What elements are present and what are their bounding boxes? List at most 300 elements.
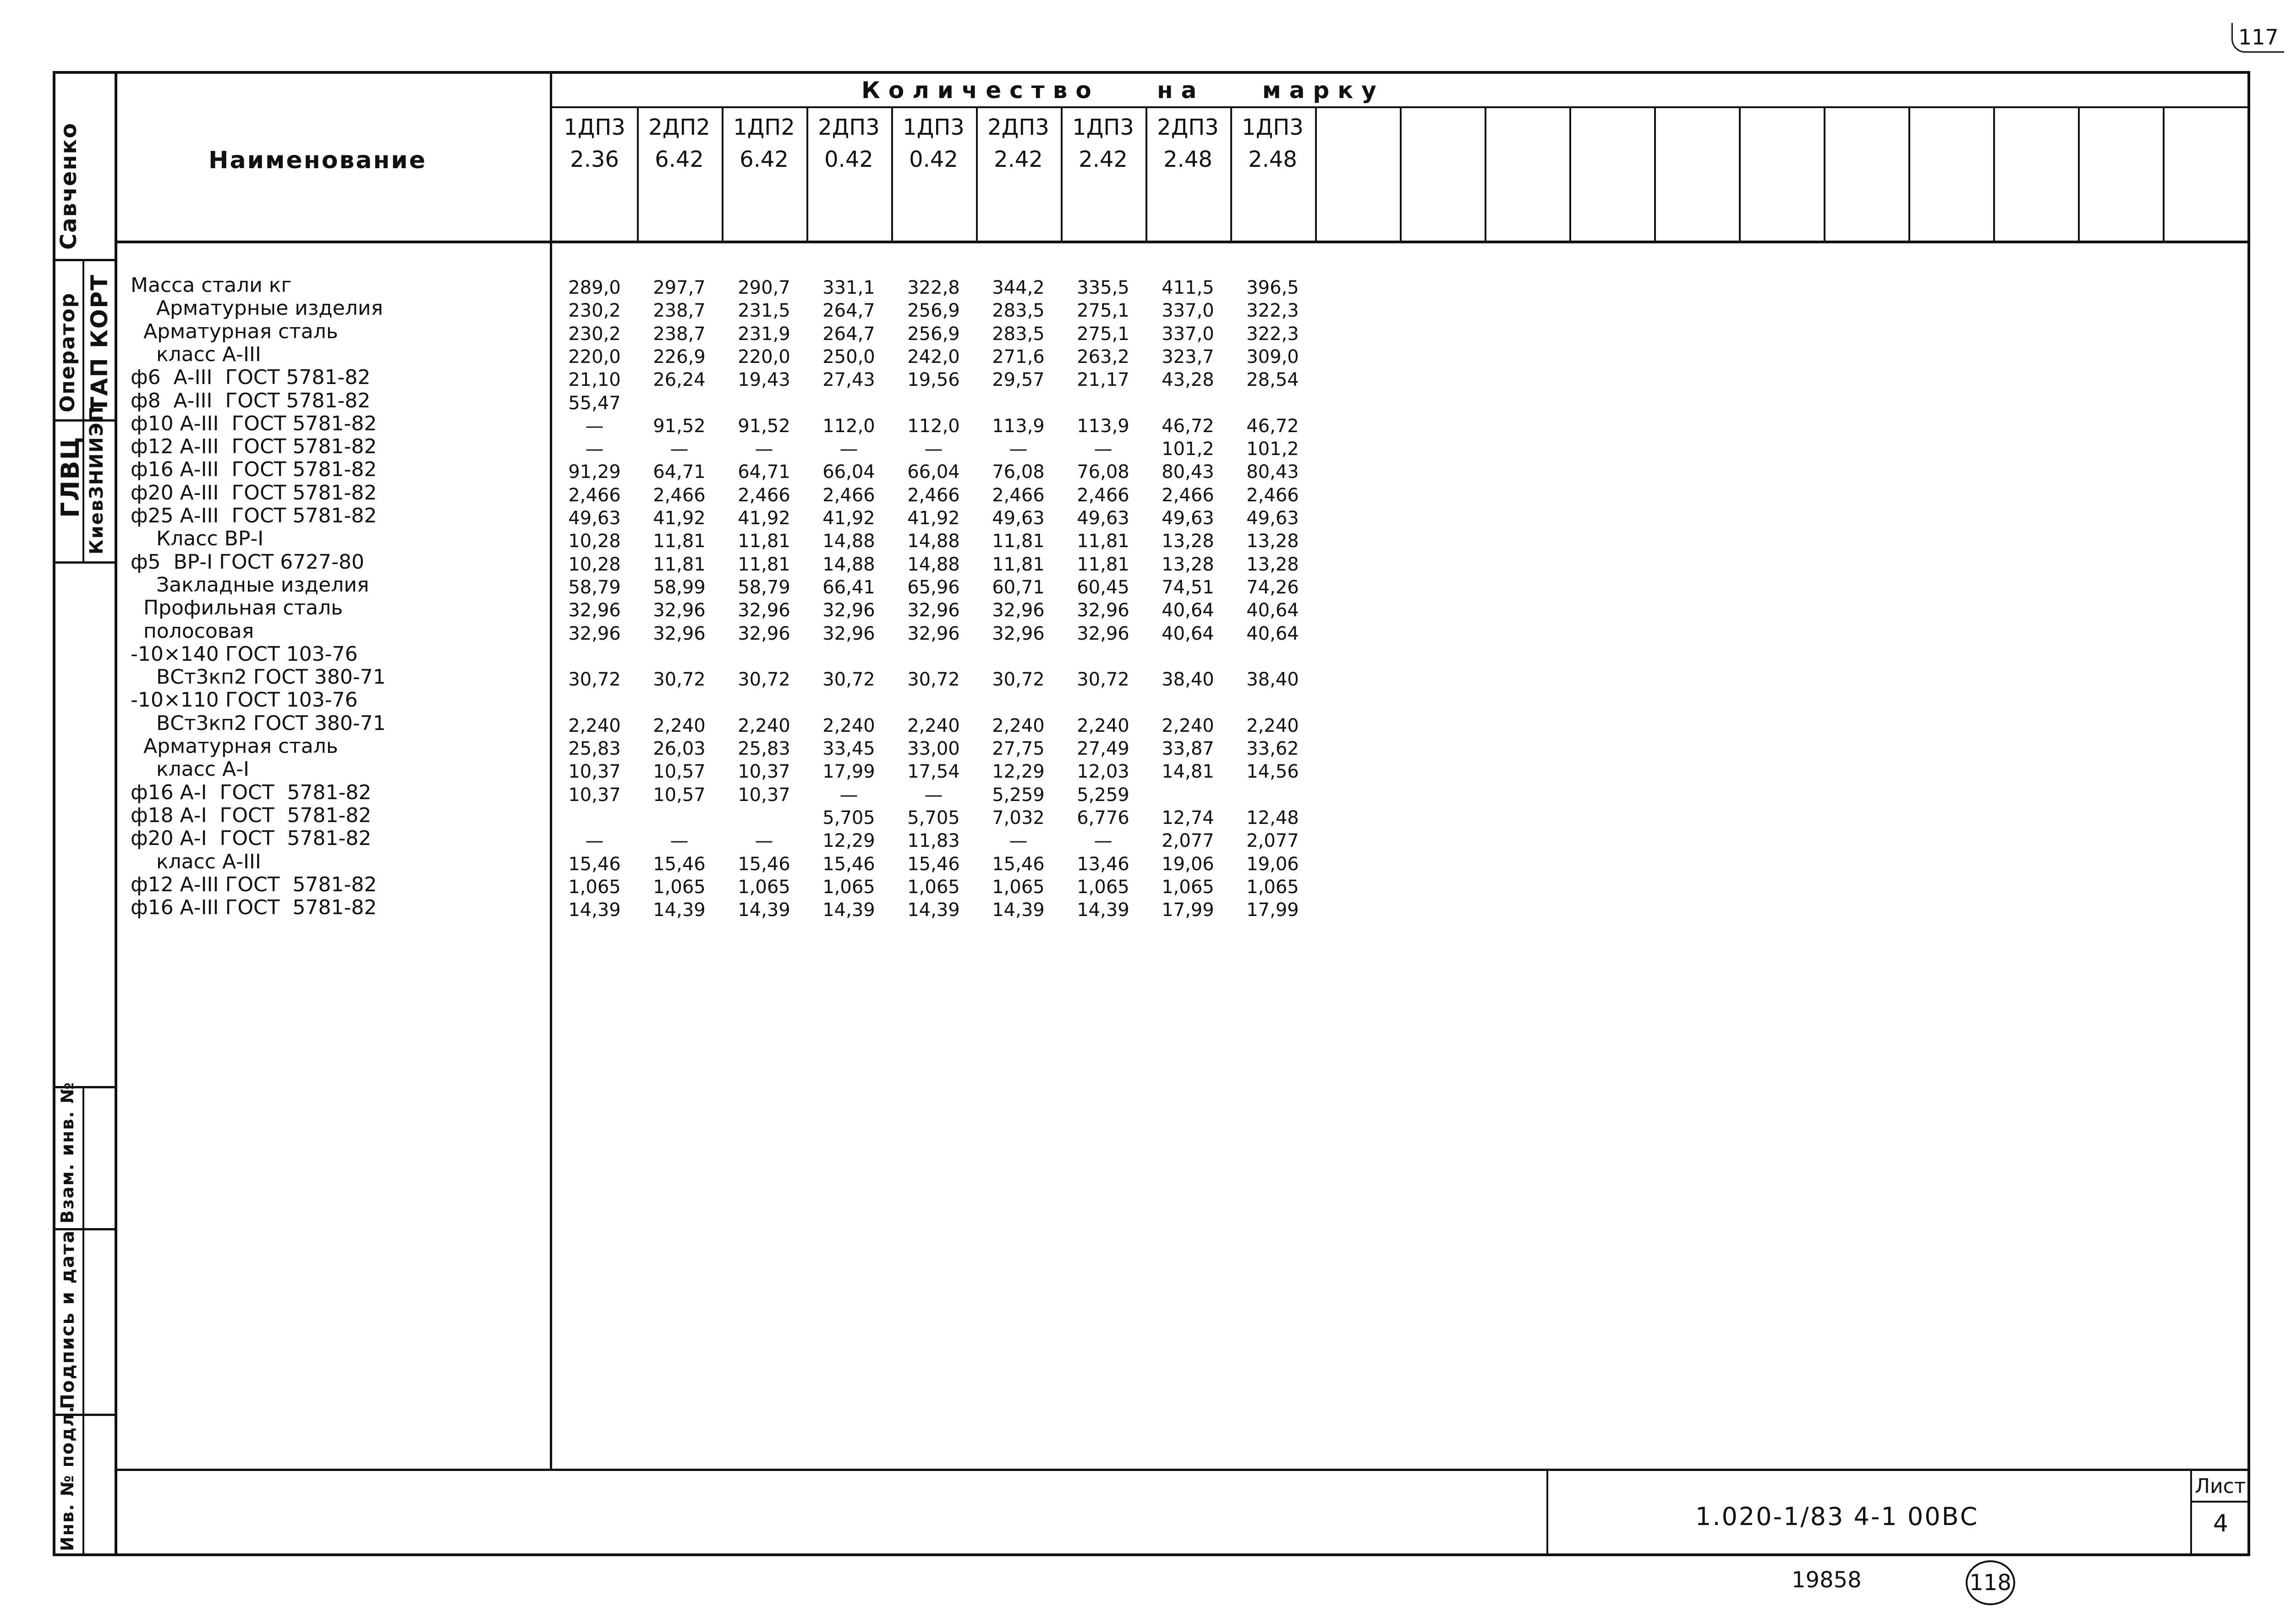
table-cell: 2,240 — [738, 715, 790, 736]
table-cell: 322,8 — [907, 277, 960, 298]
table-cell: 309,0 — [1246, 346, 1299, 368]
table-cell: 49,63 — [1162, 508, 1214, 529]
table-cell: 14,39 — [992, 900, 1045, 921]
row-label: ф16 А-III ГОСТ 5781-82 — [131, 458, 377, 482]
table-cell: 32,96 — [992, 600, 1045, 621]
header-bottom-rule — [115, 241, 2250, 243]
sidebar-org2: КиевЗНИИЭП — [86, 406, 107, 554]
table-cell: 101,2 — [1246, 439, 1299, 460]
table-cell: 13,28 — [1162, 531, 1214, 552]
row-label: полосовая — [131, 619, 254, 643]
table-cell: 1,065 — [992, 876, 1045, 898]
table-cell: 27,49 — [1077, 738, 1129, 759]
row-label: ВСт3кп2 ГОСТ 380-71 — [131, 711, 386, 735]
row-label: ф12 А-III ГОСТ 5781-82 — [131, 435, 377, 459]
sheet-label: Лист — [2195, 1475, 2246, 1498]
row-label: ф8 А-III ГОСТ 5781-82 — [131, 389, 371, 412]
table-cell: — — [670, 439, 689, 460]
row-label: класс А-III — [131, 850, 261, 873]
table-cell: 38,40 — [1162, 669, 1214, 691]
sheet-number: 4 — [2213, 1510, 2229, 1537]
table-cell: 66,04 — [907, 461, 960, 483]
table-cell: 30,72 — [907, 669, 960, 691]
brand-code: 1ДП3 — [1072, 115, 1134, 140]
table-cell: 41,92 — [738, 508, 790, 529]
table-cell: 32,96 — [1077, 600, 1129, 621]
table-cell: 411,5 — [1162, 277, 1214, 298]
table-cell: 76,08 — [1077, 461, 1129, 483]
corner-page-mark: 117 — [2231, 23, 2284, 53]
table-cell: 58,79 — [738, 576, 790, 598]
table-cell: 323,7 — [1162, 346, 1214, 368]
table-cell: 33,00 — [907, 738, 960, 759]
row-label: ф20 А-III ГОСТ 5781-82 — [131, 481, 377, 505]
frame-top — [53, 71, 2250, 74]
row-label: Арматурная сталь — [131, 319, 338, 343]
row-label: -10×140 ГОСТ 103-76 — [131, 642, 358, 666]
table-cell: 12,29 — [992, 761, 1045, 783]
table-cell: 2,240 — [907, 715, 960, 736]
table-cell: 11,81 — [738, 554, 790, 575]
table-cell: 238,7 — [653, 323, 706, 345]
sidebar-author: Савченко — [56, 122, 82, 250]
table-cell: 337,0 — [1162, 300, 1214, 322]
table-cell: 2,466 — [1077, 484, 1129, 506]
table-cell: 12,29 — [822, 830, 875, 852]
table-cell: 250,0 — [822, 346, 875, 368]
table-cell: 331,1 — [822, 277, 875, 298]
brand-column-rule — [2078, 108, 2080, 241]
sidebar-split-1 — [82, 259, 84, 564]
row-label: ф16 А-III ГОСТ 5781-82 — [131, 896, 377, 920]
table-cell: 25,83 — [568, 738, 621, 759]
brand-column-rule — [1824, 108, 1825, 241]
brand-subcode: 2.48 — [1163, 147, 1212, 172]
table-cell: 17,54 — [907, 761, 960, 783]
table-cell: — — [585, 439, 604, 460]
table-cell: 14,88 — [822, 554, 875, 575]
table-cell: 26,24 — [653, 369, 706, 391]
brand-subcode: 0.42 — [824, 147, 873, 172]
table-cell: 322,3 — [1246, 323, 1299, 345]
table-cell: 14,39 — [568, 900, 621, 921]
sidebar-tap: ТАП КОРТ — [86, 274, 113, 412]
table-cell: 32,96 — [907, 623, 960, 644]
table-cell: 32,96 — [653, 600, 706, 621]
table-cell: 19,43 — [738, 369, 790, 391]
table-cell: 14,39 — [738, 900, 790, 921]
table-cell: 14,39 — [907, 900, 960, 921]
table-cell: 220,0 — [738, 346, 790, 368]
table-cell: 256,9 — [907, 323, 960, 345]
table-cell: 12,48 — [1246, 807, 1299, 828]
table-cell: 12,03 — [1077, 761, 1129, 783]
table-cell: 28,54 — [1246, 369, 1299, 391]
table-cell: 5,705 — [907, 807, 960, 828]
brand-code: 2ДП2 — [648, 115, 710, 140]
brand-subcode: 0.42 — [909, 147, 958, 172]
table-cell: 112,0 — [907, 415, 960, 437]
brand-code: 2ДП3 — [1157, 115, 1219, 140]
table-cell: 289,0 — [568, 277, 621, 298]
frame-bottom — [53, 1553, 2250, 1556]
table-cell: 101,2 — [1162, 439, 1214, 460]
table-cell: — — [1094, 439, 1113, 460]
table-cell: 27,43 — [822, 369, 875, 391]
table-cell: 230,2 — [568, 323, 621, 345]
table-cell: 226,9 — [653, 346, 706, 368]
row-label: ф25 А-III ГОСТ 5781-82 — [131, 504, 377, 527]
table-cell: 32,96 — [1077, 623, 1129, 644]
table-cell: 30,72 — [1077, 669, 1129, 691]
brand-column-rule — [1654, 108, 1656, 241]
row-label: Класс ВР-I — [131, 527, 264, 551]
row-label: ф6 А-III ГОСТ 5781-82 — [131, 366, 371, 390]
table-cell: 25,83 — [738, 738, 790, 759]
table-cell: 231,5 — [738, 300, 790, 322]
table-cell: 91,52 — [738, 415, 790, 437]
row-label: ф12 А-III ГОСТ 5781-82 — [131, 872, 377, 896]
table-cell: 10,37 — [738, 784, 790, 806]
table-cell: 91,29 — [568, 461, 621, 483]
frame-inner-left — [115, 71, 117, 1556]
table-cell: 335,5 — [1077, 277, 1129, 298]
table-cell: 13,28 — [1162, 554, 1214, 575]
table-cell: 58,99 — [653, 576, 706, 598]
row-label: -10×110 ГОСТ 103-76 — [131, 688, 358, 712]
page-number-circle: 118 — [1966, 1560, 2015, 1605]
row-label: ВСт3кп2 ГОСТ 380-71 — [131, 665, 386, 689]
table-cell: 32,96 — [822, 600, 875, 621]
table-cell: 13,28 — [1246, 554, 1299, 575]
table-cell: 396,5 — [1246, 277, 1299, 298]
table-cell: 2,466 — [653, 484, 706, 506]
table-cell: 80,43 — [1162, 461, 1214, 483]
table-cell: 10,28 — [568, 554, 621, 575]
frame-right — [2247, 71, 2250, 1556]
table-cell: 11,81 — [992, 554, 1045, 575]
table-cell: 14,56 — [1246, 761, 1299, 783]
sidebar-inv-no: Инв. № подл. — [57, 1405, 77, 1551]
table-cell: 1,065 — [907, 876, 960, 898]
table-cell: 112,0 — [822, 415, 875, 437]
sidebar-rule-1 — [53, 259, 117, 261]
table-cell: 15,46 — [992, 853, 1045, 875]
table-cell: 1,065 — [822, 876, 875, 898]
brand-code: 1ДП2 — [733, 115, 795, 140]
table-cell: 32,96 — [738, 623, 790, 644]
table-cell: 15,46 — [653, 853, 706, 875]
table-cell: 40,64 — [1246, 600, 1299, 621]
table-cell: 21,17 — [1077, 369, 1129, 391]
table-cell: 30,72 — [822, 669, 875, 691]
table-cell: 1,065 — [653, 876, 706, 898]
table-cell: 32,96 — [992, 623, 1045, 644]
table-cell: 30,72 — [653, 669, 706, 691]
row-label: ф20 А-I ГОСТ 5781-82 — [131, 827, 372, 850]
table-cell: 14,88 — [822, 531, 875, 552]
table-cell: 30,72 — [568, 669, 621, 691]
table-cell: 1,065 — [738, 876, 790, 898]
table-cell: 19,06 — [1246, 853, 1299, 875]
table-cell: 2,466 — [907, 484, 960, 506]
row-label: Арматурные изделия — [131, 296, 383, 320]
table-cell: 27,75 — [992, 738, 1045, 759]
table-cell: 1,065 — [1246, 876, 1299, 898]
table-cell: 2,240 — [653, 715, 706, 736]
table-cell: 91,52 — [653, 415, 706, 437]
table-cell: 66,41 — [822, 576, 875, 598]
table-cell: 242,0 — [907, 346, 960, 368]
brand-column-rule — [2163, 108, 2165, 241]
table-cell: 32,96 — [907, 600, 960, 621]
table-cell: — — [839, 784, 858, 806]
table-cell: 263,2 — [1077, 346, 1129, 368]
titleblock-split — [1546, 1471, 1548, 1556]
table-cell: 10,57 — [653, 761, 706, 783]
table-cell: 46,72 — [1246, 415, 1299, 437]
table-cell: 43,28 — [1162, 369, 1214, 391]
sidebar-org1: ГЛВЦ — [56, 436, 85, 518]
table-cell: 49,63 — [1246, 508, 1299, 529]
brand-subcode: 2.36 — [570, 147, 619, 172]
table-cell: 17,99 — [822, 761, 875, 783]
table-cell: 14,39 — [822, 900, 875, 921]
table-cell: 64,71 — [738, 461, 790, 483]
row-label: ф5 ВР-I ГОСТ 6727-80 — [131, 550, 365, 574]
table-cell: — — [1009, 439, 1028, 460]
titleblock-sheet-rule — [2190, 1501, 2250, 1503]
table-cell: — — [755, 439, 773, 460]
table-cell: 60,45 — [1077, 576, 1129, 598]
table-cell: 14,39 — [1077, 900, 1129, 921]
table-cell: 32,96 — [653, 623, 706, 644]
table-cell: 2,466 — [992, 484, 1045, 506]
brand-column-rule — [1485, 108, 1486, 241]
row-label: ф16 А-I ГОСТ 5781-82 — [131, 780, 372, 804]
table-cell: 32,96 — [568, 623, 621, 644]
table-cell: 13,28 — [1246, 531, 1299, 552]
brand-code: 1ДП3 — [903, 115, 965, 140]
brand-code: 1ДП3 — [1242, 115, 1304, 140]
table-cell: 10,37 — [568, 784, 621, 806]
table-cell: 322,3 — [1246, 300, 1299, 322]
table-cell: 11,81 — [738, 531, 790, 552]
table-cell: 10,28 — [568, 531, 621, 552]
table-cell: 2,466 — [738, 484, 790, 506]
brand-subcode: 2.42 — [994, 147, 1043, 172]
table-cell: 14,39 — [653, 900, 706, 921]
table-cell: — — [1094, 830, 1113, 852]
row-label: Арматурная сталь — [131, 735, 338, 758]
table-cell: 231,9 — [738, 323, 790, 345]
row-label: Профильная сталь — [131, 596, 343, 620]
table-cell: 2,240 — [1162, 715, 1214, 736]
table-cell: 337,0 — [1162, 323, 1214, 345]
titleblock-sheet-split — [2190, 1471, 2192, 1556]
table-cell: 41,92 — [907, 508, 960, 529]
table-cell: 19,06 — [1162, 853, 1214, 875]
table-cell: 40,64 — [1246, 623, 1299, 644]
table-cell: 17,99 — [1246, 900, 1299, 921]
table-cell: 41,92 — [822, 508, 875, 529]
titleblock-top-rule — [115, 1469, 2250, 1471]
table-cell: 40,64 — [1162, 600, 1214, 621]
table-cell: — — [839, 439, 858, 460]
brand-subcode: 6.42 — [740, 147, 789, 172]
table-cell: 40,64 — [1162, 623, 1214, 644]
table-cell: — — [585, 415, 604, 437]
table-cell: 49,63 — [568, 508, 621, 529]
table-cell: 19,56 — [907, 369, 960, 391]
row-label: ф18 А-I ГОСТ 5781-82 — [131, 803, 372, 827]
table-cell: 1,065 — [1077, 876, 1129, 898]
table-cell: 11,83 — [907, 830, 960, 852]
table-cell: 15,46 — [568, 853, 621, 875]
table-cell: 5,259 — [1077, 784, 1129, 806]
table-cell: 58,79 — [568, 576, 621, 598]
brand-column-rule — [1569, 108, 1571, 241]
table-cell: 60,71 — [992, 576, 1045, 598]
table-cell: 271,6 — [992, 346, 1045, 368]
table-cell: 290,7 — [738, 277, 790, 298]
table-cell: 297,7 — [653, 277, 706, 298]
table-cell: 46,72 — [1162, 415, 1214, 437]
table-cell: 15,46 — [738, 853, 790, 875]
table-cell: 11,81 — [653, 554, 706, 575]
table-cell: — — [924, 784, 943, 806]
table-cell: 11,81 — [1077, 531, 1129, 552]
table-cell: 12,74 — [1162, 807, 1214, 828]
table-cell: 33,45 — [822, 738, 875, 759]
brand-column-rule — [1908, 108, 1910, 241]
table-cell: 2,240 — [568, 715, 621, 736]
table-cell: 10,57 — [653, 784, 706, 806]
row-label: класс А-I — [131, 757, 249, 781]
table-cell: 2,466 — [822, 484, 875, 506]
table-cell: 1,065 — [568, 876, 621, 898]
table-cell: 30,72 — [992, 669, 1045, 691]
table-cell: 283,5 — [992, 323, 1045, 345]
table-cell: — — [1009, 830, 1028, 852]
table-cell: 32,96 — [822, 623, 875, 644]
table-cell: 38,40 — [1246, 669, 1299, 691]
row-label: Закладные изделия — [131, 573, 369, 597]
sidebar-rule-3 — [53, 561, 117, 564]
table-cell: 5,705 — [822, 807, 875, 828]
table-cell: 2,240 — [992, 715, 1045, 736]
table-cell: 256,9 — [907, 300, 960, 322]
table-cell: 66,04 — [822, 461, 875, 483]
table-cell: 2,240 — [1246, 715, 1299, 736]
table-cell: 74,26 — [1246, 576, 1299, 598]
table-cell: 10,37 — [738, 761, 790, 783]
table-cell: 113,9 — [992, 415, 1045, 437]
brand-code: 1ДП3 — [564, 115, 625, 140]
row-label: класс А-III — [131, 342, 261, 366]
table-cell: 26,03 — [653, 738, 706, 759]
table-cell: 344,2 — [992, 277, 1045, 298]
table-cell: 264,7 — [822, 300, 875, 322]
table-cell: 49,63 — [992, 508, 1045, 529]
row-label: ф10 А-III ГОСТ 5781-82 — [131, 411, 377, 435]
table-cell: 2,466 — [1162, 484, 1214, 506]
table-cell: 15,46 — [822, 853, 875, 875]
table-cell: 11,81 — [1077, 554, 1129, 575]
table-cell: 264,7 — [822, 323, 875, 345]
brand-subcode: 2.48 — [1248, 147, 1297, 172]
table-cell: 230,2 — [568, 300, 621, 322]
table-cell: 1,065 — [1162, 876, 1214, 898]
table-cell: 275,1 — [1077, 323, 1129, 345]
table-cell: 13,46 — [1077, 853, 1129, 875]
table-cell: 33,62 — [1246, 738, 1299, 759]
column-header-quantity: Количество на марку — [861, 77, 1385, 104]
table-cell: 2,466 — [568, 484, 621, 506]
sidebar-replace: Взам. инв. № — [57, 1081, 77, 1223]
table-cell: 64,71 — [653, 461, 706, 483]
archive-number: 19858 — [1792, 1567, 1862, 1593]
table-cell: 17,99 — [1162, 900, 1214, 921]
table-cell: 32,96 — [568, 600, 621, 621]
table-cell: 275,1 — [1077, 300, 1129, 322]
brand-column-rule — [1400, 108, 1402, 241]
table-cell: 49,63 — [1077, 508, 1129, 529]
table-cell: 74,51 — [1162, 576, 1214, 598]
table-cell: 55,47 — [568, 392, 621, 414]
table-cell: 32,96 — [738, 600, 790, 621]
sidebar-sign-date: Подпись и дата — [57, 1229, 78, 1409]
table-cell: 238,7 — [653, 300, 706, 322]
table-cell: 14,88 — [907, 554, 960, 575]
table-cell: 2,240 — [822, 715, 875, 736]
table-cell: 220,0 — [568, 346, 621, 368]
brand-subcode: 6.42 — [655, 147, 704, 172]
table-cell: 76,08 — [992, 461, 1045, 483]
table-cell: 11,81 — [992, 531, 1045, 552]
column-header-name: Наименование — [208, 147, 427, 174]
table-cell: 7,032 — [992, 807, 1045, 828]
sidebar-operator: Оператор — [56, 292, 79, 412]
table-cell: 11,81 — [653, 531, 706, 552]
table-cell: — — [670, 830, 689, 852]
table-cell: 113,9 — [1077, 415, 1129, 437]
table-cell: 10,37 — [568, 761, 621, 783]
table-cell: — — [585, 830, 604, 852]
table-cell: 14,88 — [907, 531, 960, 552]
brand-subcode: 2.42 — [1079, 147, 1128, 172]
row-label: Масса стали кг — [131, 274, 292, 297]
table-cell: 33,87 — [1162, 738, 1214, 759]
brand-column-rule — [1315, 108, 1317, 241]
table-cell: 2,077 — [1162, 830, 1214, 852]
table-cell: 6,776 — [1077, 807, 1129, 828]
table-cell: 21,10 — [568, 369, 621, 391]
document-code: 1.020-1/83 4-1 00ВС — [1695, 1502, 1979, 1531]
table-cell: — — [755, 830, 773, 852]
brand-code: 2ДП3 — [987, 115, 1049, 140]
table-cell: 30,72 — [738, 669, 790, 691]
table-cell: 2,077 — [1246, 830, 1299, 852]
table-cell: 2,240 — [1077, 715, 1129, 736]
frame-left — [53, 71, 55, 1556]
table-cell: 80,43 — [1246, 461, 1299, 483]
sidebar-rule-2 — [53, 419, 117, 422]
sidebar-split-2 — [82, 1086, 84, 1556]
table-cell: 5,259 — [992, 784, 1045, 806]
table-cell: 65,96 — [907, 576, 960, 598]
table-cell: 15,46 — [907, 853, 960, 875]
